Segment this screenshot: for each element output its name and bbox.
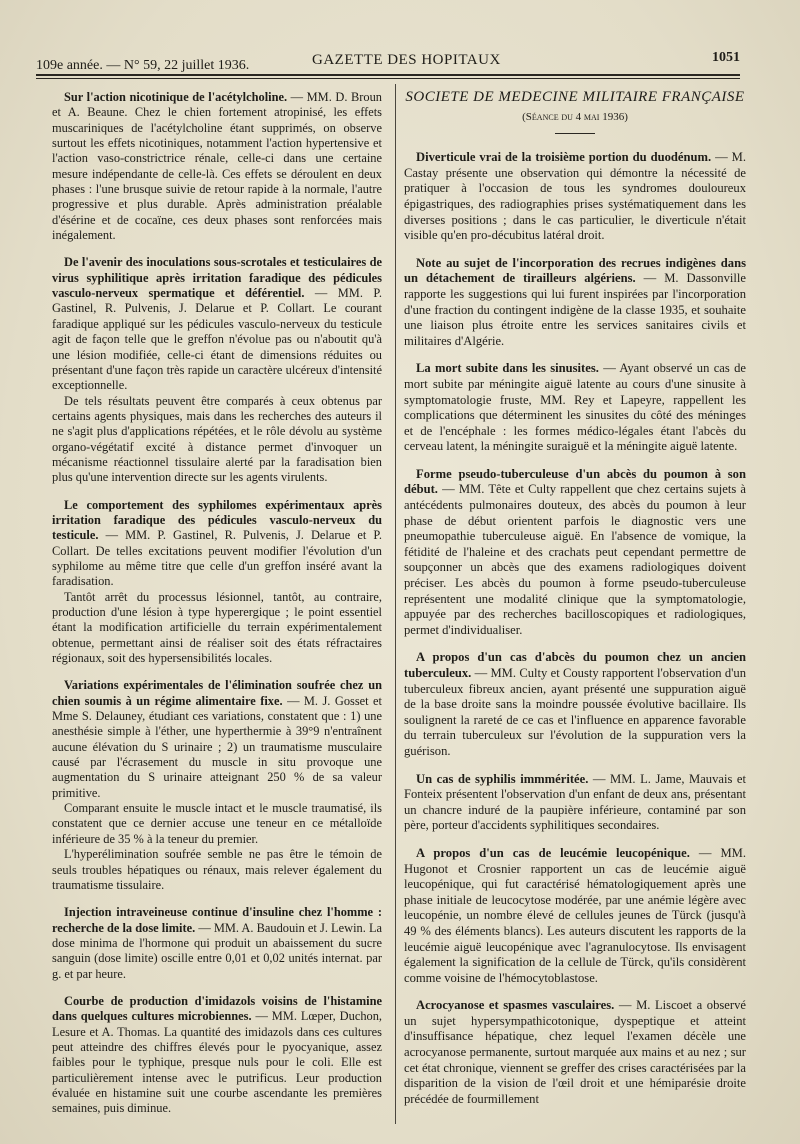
article-title: Sur l'action nicotinique de l'acétylcholine. (64, 90, 288, 104)
article-paragraph (52, 90, 382, 243)
article (404, 256, 746, 350)
left-column (52, 90, 382, 1129)
article-paragraph (404, 256, 746, 350)
article-paragraph (52, 678, 382, 801)
article-paragraph: Tantôt arrêt du processus lésionnel, tantôt, au contraire, production d'une lésion à type hyperergique ; le point essentiel étant la modification artificielle du terrain expérimentalement obtenue, permettant ainsi de réaliser soit des états réfractaires régionaux, soit des hypersensibilités locales. (52, 589, 382, 666)
article-title: Injection intraveineuse continue d'insuline chez l'homme : recherche de la dose limite. (52, 905, 382, 935)
article-body: — M. Liscoet a observé un sujet hypersympathicotonique, dyspeptique et atteint d'insuffisance hépatique, chez lequel l'examen décèle une acrocyanose permanente, surtout marquée aux mains et au nez ; sur cet état chronique, viennent se greffer des crises caractérisées par la disparition de la vision de l'œil droit et une hémiparésie droite précédée de fourmillement (404, 998, 746, 1106)
article-body: — MM. Culty et Cousty rapportent l'observation d'un tuberculeux fibreux ancien, ayant présenté une suppuration aiguë de la base droite sans la moindre poussée évolutive bacillaire. Ils soulignent la rareté de ce cas et l'influence en apparence favorable du terrain tuberculeux sur l'évolution de la suppuration vers la guérison. (404, 666, 746, 758)
article-title: Diverticule vrai de la troisième portion du duodénum. (416, 150, 712, 165)
page-header (36, 50, 742, 74)
article-title: A propos d'un cas de leucémie leucopénique. (416, 845, 690, 860)
article-title: Note au sujet de l'incorporation des recrues indigènes dans un détachement de tirailleurs algériens. (404, 255, 746, 286)
article-body: — MM. P. Gastinel, R. Pulvenis, J. Delarue et P. Collart. De telles excitations peuvent modifier l'évolution d'un syphilome au même titre que celle d'un greffon inséré avant la faradisation. (52, 528, 382, 589)
article-paragraph (52, 498, 382, 590)
page-number: 1051 (712, 50, 740, 65)
article-title: La mort subite dans les sinusites. (416, 361, 599, 376)
article-paragraph (52, 905, 382, 982)
article-paragraph (404, 150, 746, 244)
article-title: Le comportement des syphilomes expérimentaux après irritation faradique des pédicules vasculo-nerveux du testicule. (52, 497, 382, 543)
article (404, 998, 746, 1107)
header-rule (36, 74, 740, 76)
column-divider (395, 84, 396, 1124)
article (404, 361, 746, 455)
article (52, 994, 382, 1117)
society-title: SOCIETE DE MEDECINE MILITAIRE FRANÇAISE (405, 89, 745, 105)
article-body: — MM. Tête et Culty rappellent que chez certains sujets à antécédents pulmonaires douteux, des abcès du poumon à leur phase de début orientent parfois le diagnostic vers une pneumopathie tuberculeuse aiguë. En l'absence de vomique, la fétidité de l'haleine et des crachats peut cependant permettre de soupçonner un abcès que des examens radiologiques doivent préciser. Les abcès du poumon à forme pseudo-tuberculeuse représentent une modalité clinique que la symptomatologie, appuyée par des recherches bacilloscopiques et radiologiques, permet d'individualiser. (404, 482, 746, 637)
article-body: — MM. D. Broun et A. Beaune. Chez le chien fortement atropinisé, les effets muscariniques de l'acétylcholine étant supprimés, on observe surtout les effets nicotiniques, notamment l'action hypertensive et l'action vaso-constrictrice rénale, celle-ci dans une certaine mesure indépendante de celle-là. Ces effets se déroulent en deux phases : l'une brusque suivie de retour rapide à la normale, l'autre progressive et plus durable. Après administration préalable d'ésérine et de cocaïne, ces deux phases sont renforcées mais inégalement. (52, 90, 382, 243)
article-title: De l'avenir des inoculations sous-scrotales et testiculaires de virus syphilitique après irritation faradique des pédicules vasculo-nerveux spermatique et déférentiel. (52, 255, 382, 301)
article-body: — M. Dassonville rapporte les suggestions qui lui furent inspirées par l'incorporation d'une fraction du contingent indigène de la classe 1935, et souhaite une liaison plus étroite entre les services sanitaires civils et militaires d'Algérie. (404, 271, 746, 348)
article-body: — M. J. Gosset et Mme S. Delauney, étudiant ces variations, constatent que : 1) une anesthésie simple à l'éther, une hyperthermie à 39°9 n'entraînent aucune élévation du S urinaire ; 2) un traumatisme musculaire causé par l'écrasement du muscle in situ provoque une augmentation du S urinaire atteignant 250 % de sa valeur primitive. (52, 693, 382, 800)
article-body: — MM. P. Gastinel, R. Pulvenis, J. Delarue et P. Collart. Le courant faradique appliqué sur les pédicules vasculo-nerveux du testicule agit de façon telle que le greffon n'évolue pas ou n'aboutit qu'à une lésion modifiée, celle-ci étant de dimensions réduites ou présentant d'une façon très rapide un caractère ulcéreux d'intensité exceptionnelle. (52, 286, 383, 393)
article-body: — MM. L. Jame, Mauvais et Fonteix présentent l'observation d'un enfant de deux ans, présentant un chancre induré de la paupière inférieure, contaminé par son père, porteur d'accidents syphilitiques secondaires. (404, 771, 746, 833)
article-paragraph (404, 772, 746, 834)
article-body: — Ayant observé un cas de mort subite par méningite aiguë latente au cours d'une sinusite à symptomatologie fruste, MM. Rey et Lapeyre, rappellent les complications que déterminent les sinusites du côté des méninges et de l'encéphale : les formes médico-légales étant l'abcès du cerveau latent, la méningite suraiguë et la méningite aiguë latente. (404, 361, 746, 454)
article-title: Forme pseudo-tuberculeuse d'un abcès du poumon à son début. (404, 466, 746, 497)
article-paragraph (404, 361, 746, 455)
article (52, 255, 382, 485)
article-paragraph: De tels résultats peuvent être comparés à ceux obtenus par certains agents physiques, mais dans les recherches des auteurs il ne s'agit plus d'applications répétées, et le rôle dévolu au système organo-végétatif excité à distance permet d'invoquer un mécanisme réactionnel tissulaire alerté par la faradisation bien plus qu'une intervention directe sur les agents virulents. (52, 393, 382, 485)
header-rule-thin (36, 78, 740, 79)
article-title: A propos d'un cas d'abcès du poumon chez un ancien tuberculeux. (404, 650, 746, 680)
article-body: — MM. Lœper, Duchon, Lesure et A. Thomas. La quantité des imidazols dans ces cultures peut atteindre des chiffres élevés pour le pyocyanique, assez faibles pour le typhique, presque nuls pour le coli. Elle est particulièrement intense avec le putrificus. Leur production évaluée en histamine suit une courbe ascendante les premières semaines, puis diminue. (52, 1009, 382, 1116)
article (52, 905, 382, 982)
article-title: Variations expérimentales de l'élimination soufrée chez un chien soumis à un régime alimentaire fixe. (52, 678, 382, 708)
article-paragraph (52, 994, 382, 1117)
article-title: Acrocyanose et spasmes vasculaires. (416, 998, 615, 1013)
article (52, 498, 382, 667)
article (52, 678, 382, 893)
session-date: (Séance du 4 mai 1936) (522, 110, 628, 123)
article-body: — MM. Hugonot et Crosnier rapportent un cas de leucémie aiguë leucopénique, qui fut caractérisé hématologiquement après une phase initiale de leucocytose modérée, par une anémie légère avec leucopénie, un nombre élevé de cellules jeunes de Türck (jusqu'à 49 % des éléments blancs). Les auteurs discutent les rapports de la leucémie aiguë leucopénique avec l'agranulocytose. Ils envisagent également la signification de la cellule de Türck, qu'ils considèrent comme voisine de l'hémocytoblastose. (404, 845, 746, 985)
article-title: Un cas de syphilis immméritée. (416, 771, 589, 786)
article (52, 90, 382, 243)
article-paragraph (52, 255, 382, 393)
article-title: Courbe de production d'imidazols voisins de l'histamine dans quelques cultures microbiennes. (52, 993, 382, 1024)
journal-title: GAZETTE DES HOPITAUX (312, 52, 501, 68)
article (404, 772, 746, 834)
article-body: — MM. A. Baudouin et J. Lewin. La dose minima de l'hormone qui produit un abaissement du sucre sanguin (dose limite) oscille entre 0,01 et 0,02 unités internat. par g. et par heure. (52, 920, 383, 981)
article-paragraph (404, 650, 746, 759)
right-articles (404, 150, 746, 1107)
issue-info: 109e année. — N° 59, 22 juillet 1936. (36, 58, 250, 73)
article-paragraph (404, 998, 746, 1107)
right-column (404, 90, 746, 1119)
article-paragraph: Comparant ensuite le muscle intact et le muscle traumatisé, ils constatent que ce dernier accuse une teneur en ce métalloïde inférieure de 35 % à la teneur du premier. (52, 801, 382, 846)
section-rule (555, 133, 595, 134)
article-paragraph (404, 467, 746, 639)
article (404, 650, 746, 759)
article (404, 846, 746, 986)
article-paragraph: L'hyperélimination soufrée semble ne pas être le témoin de seuls troubles hépatiques ou rénaux, mais relever également du traumatisme tissulaire. (52, 847, 382, 892)
article-paragraph (404, 846, 746, 986)
article-body: — M. Castay présente une observation qui démontre la nécessité de pratiquer à l'occasion de tous les syndromes douloureux épigastriques, des radiographies prises systématiquement dans les diverses positions ; dans le cas particulier, le diverticule n'était visible qu'en pro-décubitus latéral droit. (404, 150, 746, 243)
article (404, 150, 746, 244)
article (404, 467, 746, 639)
